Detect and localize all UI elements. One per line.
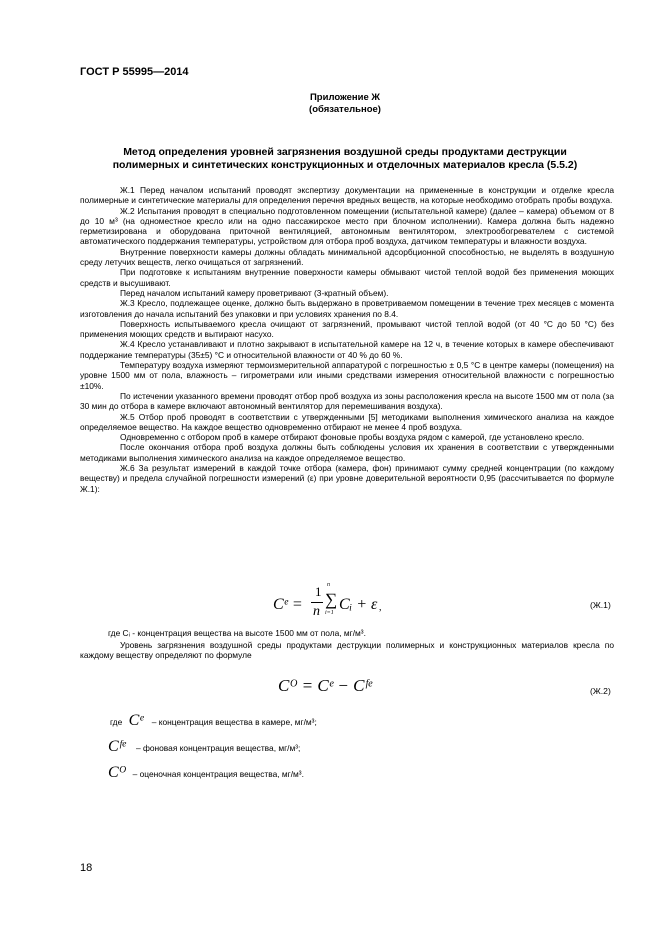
paragraph: Внутренние поверхности камеры должны обладать минимальной адсорбционной способностью, не выделять в воздушную среду летучих веществ, легко очищаться от загрязнений.: [80, 246, 614, 268]
definition-symbol: Cᴼ: [108, 764, 127, 781]
fraction-bar: [311, 602, 323, 603]
formula-zh2: Cᴼ = Cᵉ − Cᶠᵉ: [278, 676, 372, 695]
paragraph: При подготовке к испытаниям внутренние поверхности камеры обмывают чистой теплой водой без применения моющих средств и высушивают.: [80, 267, 614, 288]
paragraph-eq2: Уровень загрязнения воздушной среды продуктами деструкции полимерных и конструкционных материалов кресла по каждому веществу определяют по формуле: [80, 640, 614, 661]
formula-lhs: Cᵉ =: [273, 596, 303, 613]
paragraph: Ж.3 Кресло, подлежащее оценке, должно быть выдержано в проветриваемом помещении в течение трех месяцев с момента изготовления до начала испытаний без упаковки и при условиях хранения по 8.4.: [80, 298, 614, 319]
formula-rhs: Cᵢ + ε: [339, 596, 378, 613]
paragraph: Ж.4 Кресло устанавливают и плотно закрывают в испытательной камере на 12 ч, в течение которых в камере обеспечивают поддержание температуры (35±5) °С и относительной влажности от 40 % до 60 %.: [80, 339, 614, 360]
paragraph: Одновременно с отбором проб в камере отбирают фоновые пробы воздуха рядом с камерой, где установлено кресло.: [120, 432, 585, 443]
definition-co: [108, 764, 508, 782]
definition-text: – концентрация вещества в камере, мг/м³;: [151, 717, 317, 727]
definition-ce: [110, 712, 510, 730]
where-ci: где Cᵢ - концентрация вещества на высоте 1500 мм от пола, мг/м³.: [108, 628, 366, 638]
definition-cfe: [108, 738, 508, 756]
paragraph: Ж.6 За результат измерений в каждой точке отбора (камера, фон) принимают сумму средней концентрации (по каждому веществу) и предела случайной погрешности измерений (ε) при уровне доверительной вероятности 0,95 (рассчитывается по формуле Ж.1):: [80, 463, 614, 494]
appendix-status: (обязательное): [309, 104, 381, 115]
definition-text: – оценочная концентрация вещества, мг/м³.: [132, 769, 304, 779]
paragraph: Поверхность испытываемого кресла очищают от загрязнений, промывают чистой теплой водой (от 40 °С до 50 °С) без применения моющих средств и вытирают насухо.: [80, 318, 614, 340]
title-line-2: полимерных и синтетических конструкционных и отделочных материалов кресла (5.5.2): [112, 159, 578, 171]
equation-number-1: (Ж.1): [590, 600, 611, 610]
fraction-numerator: 1: [315, 584, 322, 599]
paragraph: Ж.1 Перед началом испытаний проводят экспертизу документации на примененные в конструкции и отделке кресла полимерные и синтетические материалы для определения перечня вредных веществ, на которые необходимо отобрать пробы воздуха.: [80, 185, 614, 206]
formula-tail: ,: [379, 602, 382, 613]
definition-symbol: Cᶠᵉ: [108, 738, 126, 755]
equation-number-2: (Ж.2): [590, 686, 611, 696]
paragraph: Перед началом испытаний камеру проветривают (3-кратный объем).: [120, 287, 389, 298]
sum-upper: n: [327, 582, 330, 588]
paragraph: По истечении указанного времени проводят отбор проб воздуха из зоны расположения кресла на высоте 1500 мм от пола (за 30 мин до отбора в камере включают автономный вентилятор для перемешивания воздуха).: [80, 390, 614, 412]
definition-text: – фоновая концентрация вещества, мг/м³;: [135, 743, 301, 753]
appendix-title: [80, 146, 610, 172]
body-text: [80, 185, 614, 494]
definition-lead: где: [110, 717, 123, 727]
paragraph: Температуру воздуха измеряют термоизмерительной аппаратурой с погрешностью ± 0,5 °С в центре камеры (помещения) на уровне 1500 мм от пола, влажность – гигрометрами или иными средствами измерения относительной влажности с погрешностью ±10%.: [80, 360, 614, 391]
formula-zh1: [273, 584, 423, 624]
sum-icon: ∑: [325, 590, 338, 609]
appendix-label: Приложение Ж: [309, 92, 381, 103]
definition-symbol: Cᵉ: [128, 712, 144, 729]
sum-lower: i=1: [325, 610, 334, 616]
paragraph: Ж.2 Испытания проводят в специально подготовленном помещении (испытательной камере) (далее – камера) объемом от 8 до 10 м³ (на одноместное кресло или на одно пассажирское место при блочном исполнении). Камера должна быть надежно герметизирована и оборудована приточной вентиляцией, автономным вентилятором, электрообогревателем с системой автоматического поддержания температуры, устройством для отбора проб воздуха, датчиком температуры и влажности воздуха.: [80, 205, 614, 247]
page-number: 18: [80, 862, 93, 874]
fraction-denominator: n: [313, 604, 320, 619]
paragraph: Ж.5 Отбор проб проводят в соответствии с утвержденными [5] методиками выполнения химического анализа на каждое определяемое вещество. На каждое вещество одновременно отбирают не менее 4 проб воздуха.: [80, 411, 614, 432]
paragraph: После окончания отбора проб воздуха должны быть соблюдены условия их хранения в соответствии с утвержденными методиками выполнения химического анализа на каждое определяемое вещество.: [80, 442, 614, 463]
document-header: ГОСТ Р 55995—2014: [80, 66, 189, 78]
title-line-1: Метод определения уровней загрязнения воздушной среды продуктами деструкции: [123, 146, 567, 158]
